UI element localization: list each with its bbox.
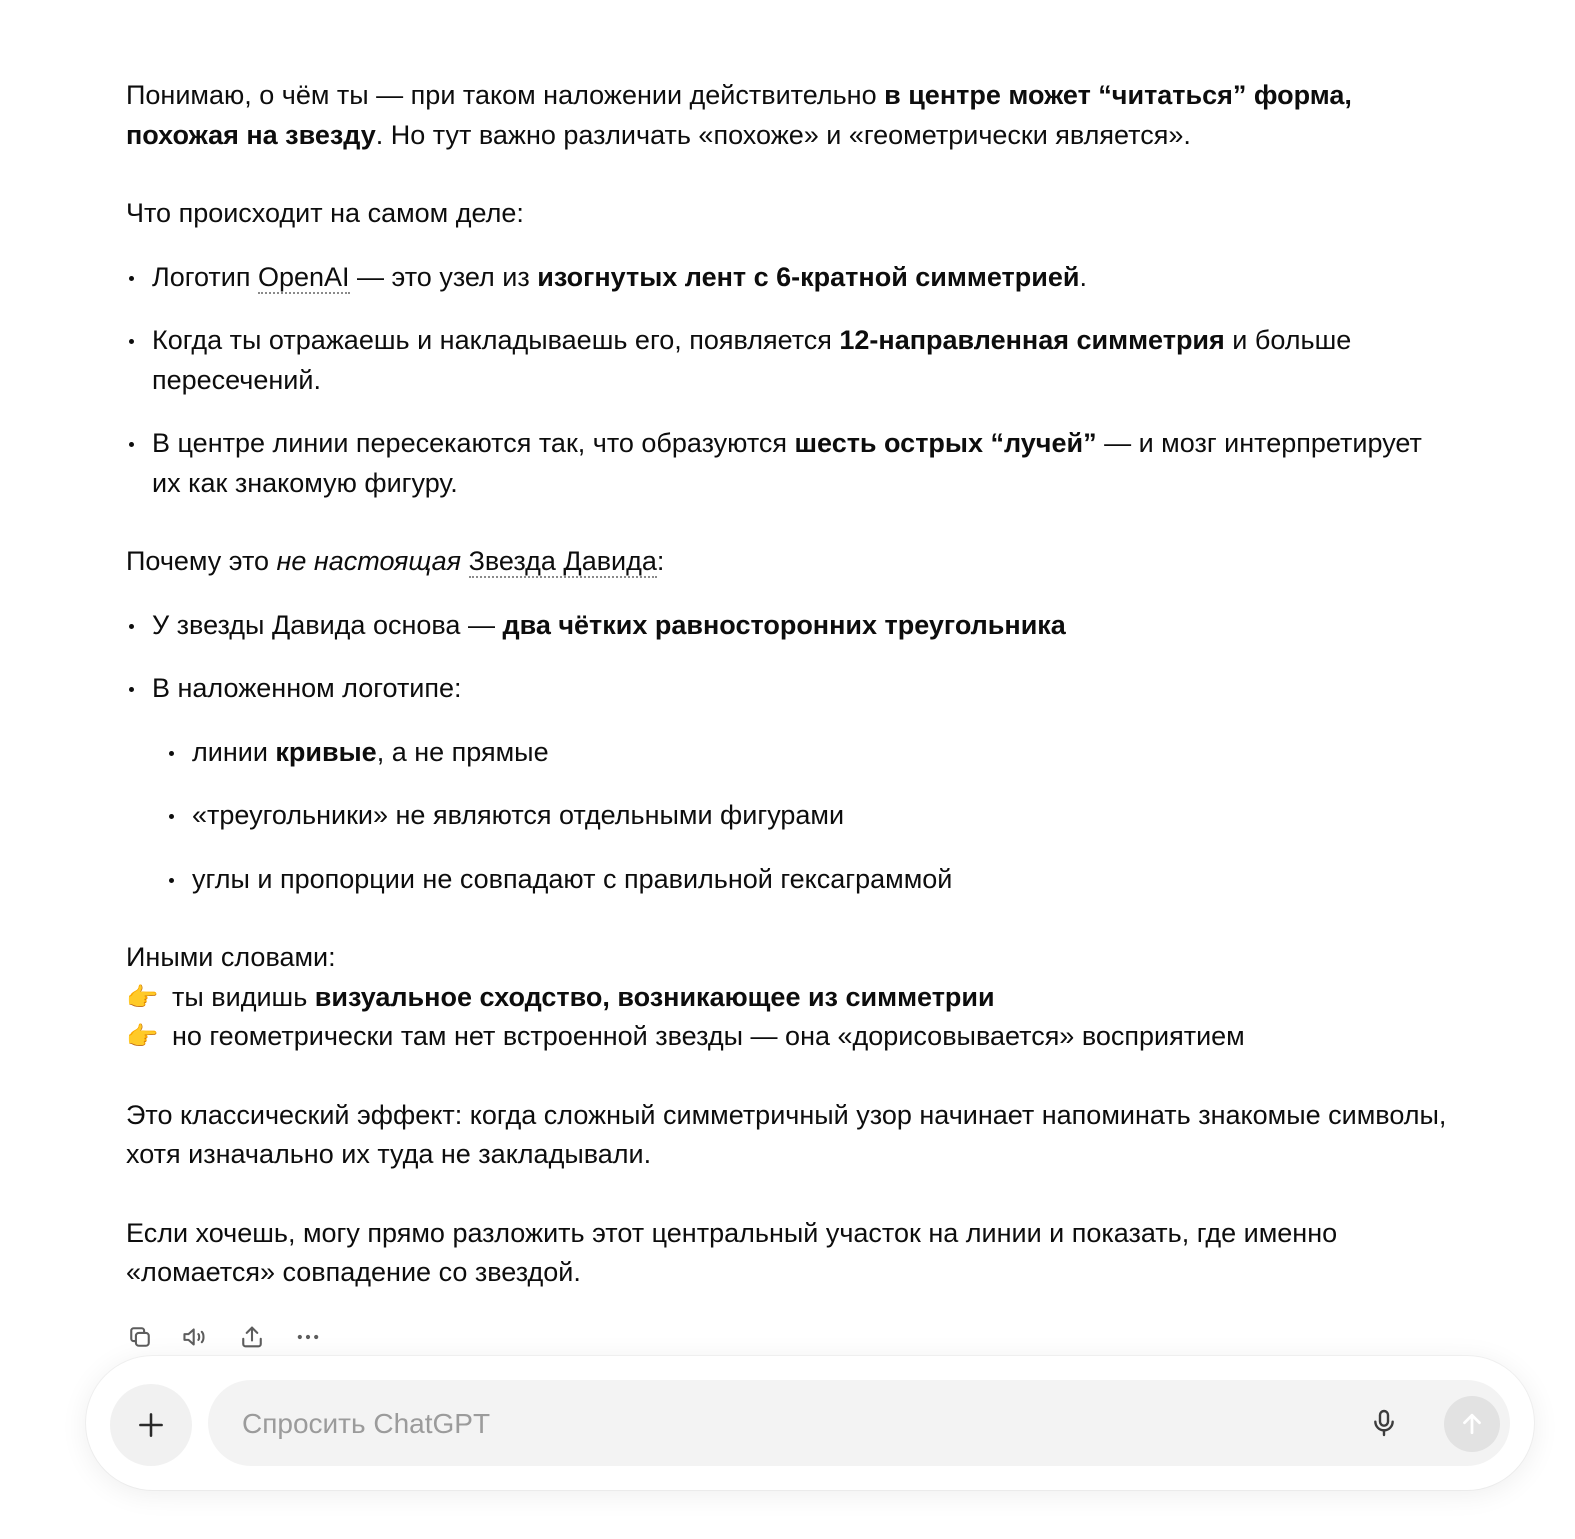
text: В наложенном логотипе: <box>152 673 462 703</box>
assistant-message <box>126 76 1456 1293</box>
paragraph-in-other-words <box>126 938 1456 1057</box>
bold-text: в центре может “читаться” форма, похожая на звезду <box>126 80 1352 150</box>
text: ты видишь <box>172 981 315 1012</box>
text: углы и пропорции не совпадают с правильной гексаграммой <box>192 863 953 894</box>
text: . Но тут важно различать «похоже» и «геометрически является». <box>375 119 1191 150</box>
share-button[interactable] <box>230 1316 274 1358</box>
dictate-button[interactable] <box>1358 1397 1410 1449</box>
bullet-list-differences <box>126 606 1456 900</box>
text: Иными словами: <box>126 942 336 972</box>
nested-list-item <box>166 733 1456 773</box>
text: но геометрически там нет встроенной звезды — она «дорисовывается» восприятием <box>172 1021 1245 1051</box>
add-attachment-button[interactable] <box>110 1384 192 1466</box>
list-item <box>126 258 1456 298</box>
paragraph-heading-why-not <box>126 542 1456 582</box>
text: линии <box>192 736 276 767</box>
text: — это узел из <box>349 261 538 292</box>
read-aloud-icon <box>181 1323 211 1351</box>
bold-text: кривые <box>275 736 377 767</box>
pointing-hand-icon: 👉 <box>126 1021 159 1051</box>
text: : <box>656 546 665 576</box>
nested-list-item <box>166 796 1456 836</box>
bold-text: 12-направленная симметрия <box>839 325 1225 355</box>
bold-text: шесть острых “лучей” <box>794 428 1097 458</box>
plus-icon <box>134 1408 168 1442</box>
text: и больше пересечений. <box>152 325 1352 395</box>
arrow-up-icon <box>1457 1409 1487 1439</box>
text: Понимаю, о чём ты — при таком наложении действительно <box>126 80 885 110</box>
text <box>461 546 469 576</box>
paragraph-heading-what-happens: Что происходит на самом деле: <box>126 198 524 228</box>
text: , а не прямые <box>376 736 549 767</box>
composer <box>86 1356 1534 1490</box>
text: . <box>1079 261 1087 292</box>
copy-icon <box>126 1323 154 1351</box>
text: — и мозг интерпретирует их как знакомую фигуру. <box>152 428 1422 498</box>
prompt-input[interactable] <box>240 1380 1344 1468</box>
text: У звезды Давида основа — <box>152 609 503 640</box>
bold-text: изогнутых лент с 6-кратной симметрией <box>537 261 1080 292</box>
entity-link-openai[interactable]: OpenAI <box>257 261 350 292</box>
prompt-input-container <box>208 1380 1510 1466</box>
share-icon <box>238 1323 266 1351</box>
paragraph-classic-effect: Это классический эффект: когда сложный симметричный узор начинает напоминать знакомые символы, хотя изначально их туда не закладывали. <box>126 1099 1447 1169</box>
bullet-list-reasons <box>126 258 1456 504</box>
paragraph-intro <box>126 76 1456 155</box>
microphone-icon <box>1368 1407 1400 1439</box>
text: Почему это <box>126 546 277 576</box>
copy-button[interactable] <box>118 1316 162 1358</box>
read-aloud-button[interactable] <box>174 1316 218 1358</box>
pointing-hand-icon: 👉 <box>126 981 159 1012</box>
list-item <box>126 606 1456 646</box>
nested-list-item <box>166 860 1456 900</box>
italic-text: не настоящая <box>276 546 462 576</box>
message-actions-bar <box>118 1316 330 1358</box>
text: Когда ты отражаешь и накладываешь его, появляется <box>152 325 840 355</box>
nested-bullet-list <box>166 733 1456 900</box>
bold-text: визуальное сходство, возникающее из симметрии <box>314 981 995 1012</box>
text: В центре линии пересекаются так, что образуются <box>152 428 795 458</box>
list-item <box>126 669 1456 899</box>
bold-text: два чётких равносторонних треугольника <box>502 609 1066 640</box>
list-item <box>126 424 1456 503</box>
paragraph-offer: Если хочешь, могу прямо разложить этот центральный участок на линии и показать, где именно «ломается» совпадение со звездой. <box>126 1217 1338 1287</box>
text: Логотип <box>152 261 258 292</box>
text: «треугольники» не являются отдельными фигурами <box>192 800 845 830</box>
more-options-button[interactable] <box>286 1316 330 1358</box>
more-icon <box>294 1323 322 1351</box>
send-button[interactable] <box>1444 1396 1500 1452</box>
list-item <box>126 321 1456 400</box>
entity-link-star-of-david[interactable]: Звезда Давида <box>468 546 657 576</box>
